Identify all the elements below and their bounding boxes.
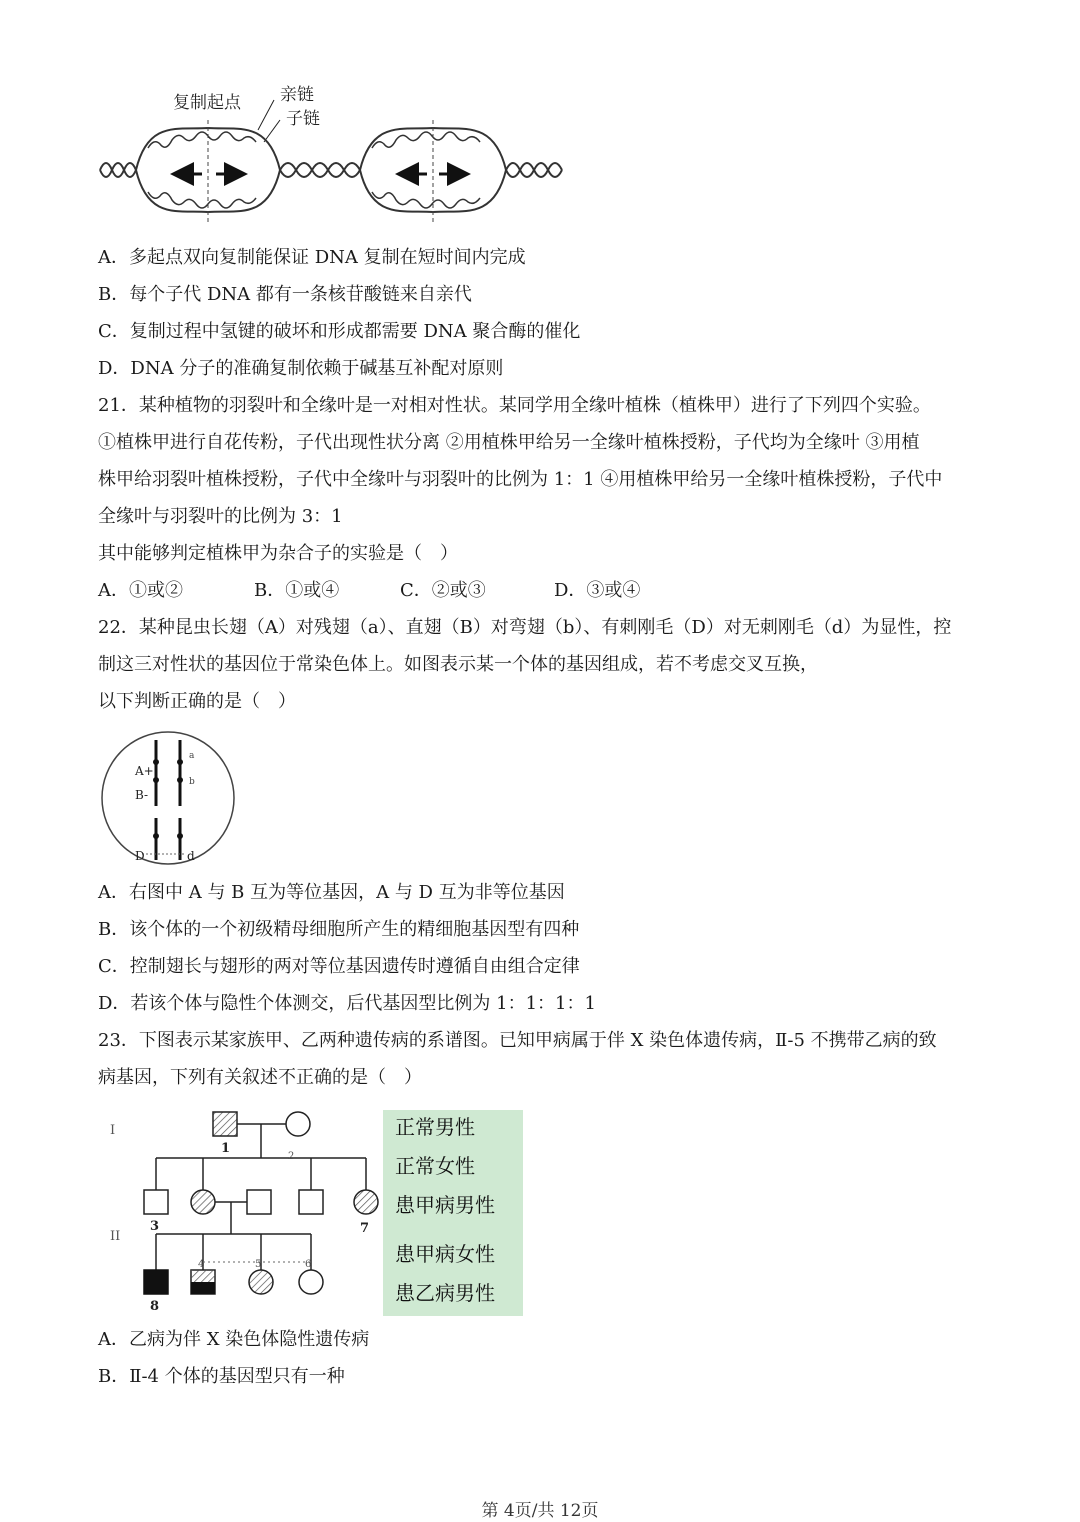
q21-stem-line-4: 全缘叶与羽裂叶的比例为 3：1 <box>98 506 343 527</box>
label-ii-7: 7 <box>360 1221 370 1236</box>
q23-stem-line-2: 病基因，下列有关叙述不正确的是（ ） <box>98 1067 422 1088</box>
legend-normal-male: 正常男性 <box>395 1115 475 1139</box>
q20-option-a: A．多起点双向复制能保证 DNA 复制在短时间内完成 <box>98 247 526 268</box>
q23-stem-line-1: 23．下图表示某家族甲、乙两种遗传病的系谱图。已知甲病属于伴 X 染色体遗传病，Ⅱ-5 不携带乙病的致 <box>98 1030 937 1051</box>
q22-stem-line-1: 22．某种昆虫长翅（A）对残翅（a）、直翅（B）对弯翅（b）、有刺刚毛（D）对无刺刚毛（d）为显性，控 <box>98 617 952 638</box>
q21-stem-line-1: 21．某种植物的羽裂叶和全缘叶是一对相对性状。某同学用全缘叶植株（植株甲）进行了下列四个实验。 <box>98 395 931 416</box>
q21-option-c: C．②或③ <box>400 580 486 601</box>
individual-ii-4 <box>191 1190 215 1214</box>
q21-option-b: B．①或④ <box>254 580 340 601</box>
label-iii-8: 8 <box>150 1299 160 1314</box>
label-iii-5: 5 <box>255 1259 262 1270</box>
label-iii-6: 6 <box>305 1259 312 1270</box>
q21-option-d: D．③或④ <box>554 580 641 601</box>
label-ii-3: 3 <box>150 1219 160 1234</box>
generation-2-label: II <box>110 1229 121 1244</box>
label-child-strand: 子链 <box>286 109 320 129</box>
legend-affected-a-female: 患甲病女性 <box>395 1242 495 1266</box>
individual-ii-5 <box>247 1190 271 1214</box>
chromosome-cell-figure <box>98 726 238 868</box>
q22-option-d: D．若该个体与隐性个体测交，后代基因型比例为 1：1：1：1 <box>98 993 596 1014</box>
q20-option-b: B．每个子代 DNA 都有一条核苷酸链来自亲代 <box>98 284 472 305</box>
legend-affected-b-male: 患乙病男性 <box>395 1281 495 1305</box>
individual-iii-8 <box>144 1270 168 1294</box>
individual-iii-10 <box>249 1270 273 1294</box>
legend-affected-a-male: 患甲病男性 <box>395 1193 495 1217</box>
label-iii-4: 4 <box>198 1259 205 1270</box>
q23-option-b: B．Ⅱ-4 个体的基因型只有一种 <box>98 1366 345 1387</box>
generation-1-label: I <box>110 1123 116 1138</box>
q21-stem-line-2: ①植株甲进行自花传粉，子代出现性状分离 ②用植株甲给另一全缘叶植株授粉，子代均为全缘叶 ③用植 <box>98 432 920 453</box>
legend-normal-female: 正常女性 <box>395 1154 475 1178</box>
q23-option-a: A．乙病为伴 X 染色体隐性遗传病 <box>98 1329 370 1350</box>
q20-option-d: D．DNA 分子的准确复制依赖于碱基互补配对原则 <box>98 358 504 379</box>
label-i-1: 1 <box>221 1141 231 1156</box>
label-parent-strand: 亲链 <box>280 85 314 105</box>
gene-label-rb: b <box>189 777 195 787</box>
q20-option-c: C．复制过程中氢键的破坏和形成都需要 DNA 聚合酶的催化 <box>98 321 581 342</box>
gene-label-b: B- <box>135 788 149 802</box>
individual-ii-6 <box>299 1190 323 1214</box>
q22-stem-line-2: 制这三对性状的基因位于常染色体上。如图表示某一个体的基因组成，若不考虑交叉互换， <box>98 654 818 675</box>
q22-question: 以下判断正确的是（ ） <box>98 691 296 712</box>
q21-option-a: A．①或② <box>98 580 183 601</box>
individual-ii-7 <box>354 1190 378 1214</box>
q22-option-a: A．右图中 A 与 B 互为等位基因，A 与 D 互为非等位基因 <box>98 882 565 903</box>
pedigree-legend <box>383 1110 523 1316</box>
gene-label-d: D <box>135 849 145 863</box>
q21-stem-line-3: 株甲给羽裂叶植株授粉，子代中全缘叶与羽裂叶的比例为 1：1 ④用植株甲给另一全缘叶植株授粉，子代中 <box>98 469 943 490</box>
label-origin: 复制起点 <box>173 93 241 113</box>
page-footer: 第 4页/共 12页 <box>481 1501 599 1521</box>
individual-iii-11 <box>299 1270 323 1294</box>
q22-option-c: C．控制翅长与翅形的两对等位基因遗传时遵循自由组合定律 <box>98 956 580 977</box>
q21-question: 其中能够判定植株甲为杂合子的实验是（ ） <box>98 543 458 564</box>
pedigree-chart <box>98 1102 383 1316</box>
individual-ii-3 <box>144 1190 168 1214</box>
gene-label-a: A+ <box>135 764 154 778</box>
dna-replication-figure <box>98 80 568 230</box>
individual-i-1 <box>213 1112 237 1136</box>
label-i-2: 2 <box>288 1151 295 1162</box>
gene-label-d-recessive: d <box>187 849 195 863</box>
individual-i-2 <box>286 1112 310 1136</box>
q22-option-b: B．该个体的一个初级精母细胞所产生的精细胞基因型有四种 <box>98 919 580 940</box>
gene-label-ra: a <box>189 751 195 761</box>
